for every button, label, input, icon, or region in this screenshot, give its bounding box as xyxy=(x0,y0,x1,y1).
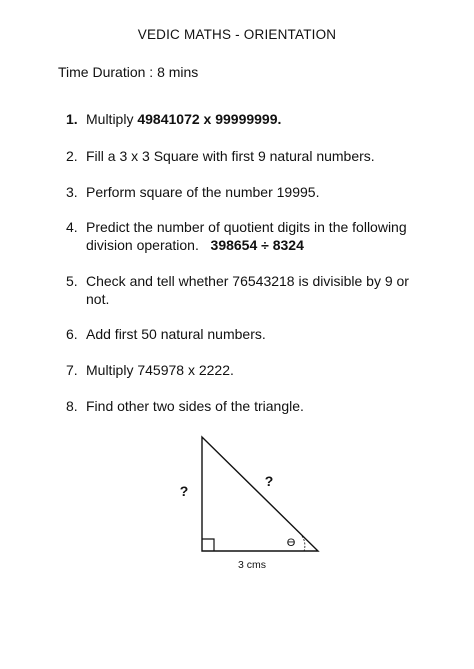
question-number: 2. xyxy=(66,148,78,164)
right-triangle-figure xyxy=(170,430,340,580)
question-text: Add first 50 natural numbers. xyxy=(86,326,266,342)
question-text: Multiply 745978 x 2222. xyxy=(86,362,234,378)
question-number: 6. xyxy=(66,326,78,342)
right-angle-marker xyxy=(202,539,214,551)
question-number: 1. xyxy=(66,111,78,127)
question-text: Find other two sides of the triangle. xyxy=(86,398,304,414)
triangle-outline xyxy=(202,437,318,551)
page-title: VEDIC MATHS - ORIENTATION xyxy=(137,27,337,42)
question-text-bold: 398654 ÷ 8324 xyxy=(210,237,304,253)
base-label: 3 cms xyxy=(237,559,267,571)
question-text-plain: Multiply xyxy=(86,111,138,127)
question-4 xyxy=(66,218,436,254)
question-1 xyxy=(66,110,436,128)
question-5 xyxy=(66,272,436,308)
question-text: Perform square of the number 19995. xyxy=(86,184,320,200)
question-6 xyxy=(66,325,436,343)
left-side-label: ? xyxy=(179,483,189,499)
question-number: 3. xyxy=(66,184,78,200)
question-text: Check and tell whether 76543218 is divisible by 9 or not. xyxy=(86,273,409,307)
hypotenuse-label: ? xyxy=(264,473,274,489)
angle-label: ϴ xyxy=(286,537,296,549)
question-3 xyxy=(66,183,436,201)
question-number: 7. xyxy=(66,362,78,378)
question-number: 5. xyxy=(66,273,78,289)
question-text xyxy=(86,110,436,128)
question-number: 4. xyxy=(66,219,78,235)
time-duration: Time Duration : 8 mins xyxy=(58,64,199,80)
triangle-svg xyxy=(170,430,340,580)
question-8 xyxy=(66,397,436,415)
question-text-bold: 49841072 x 99999999. xyxy=(137,111,282,127)
question-text xyxy=(86,218,436,254)
question-number: 8. xyxy=(66,398,78,414)
question-text: Fill a 3 x 3 Square with first 9 natural numbers. xyxy=(86,148,375,164)
question-text-plain: Predict the number of quotient digits in the following division operation. xyxy=(86,219,411,253)
question-7 xyxy=(66,361,436,379)
question-2 xyxy=(66,147,436,165)
